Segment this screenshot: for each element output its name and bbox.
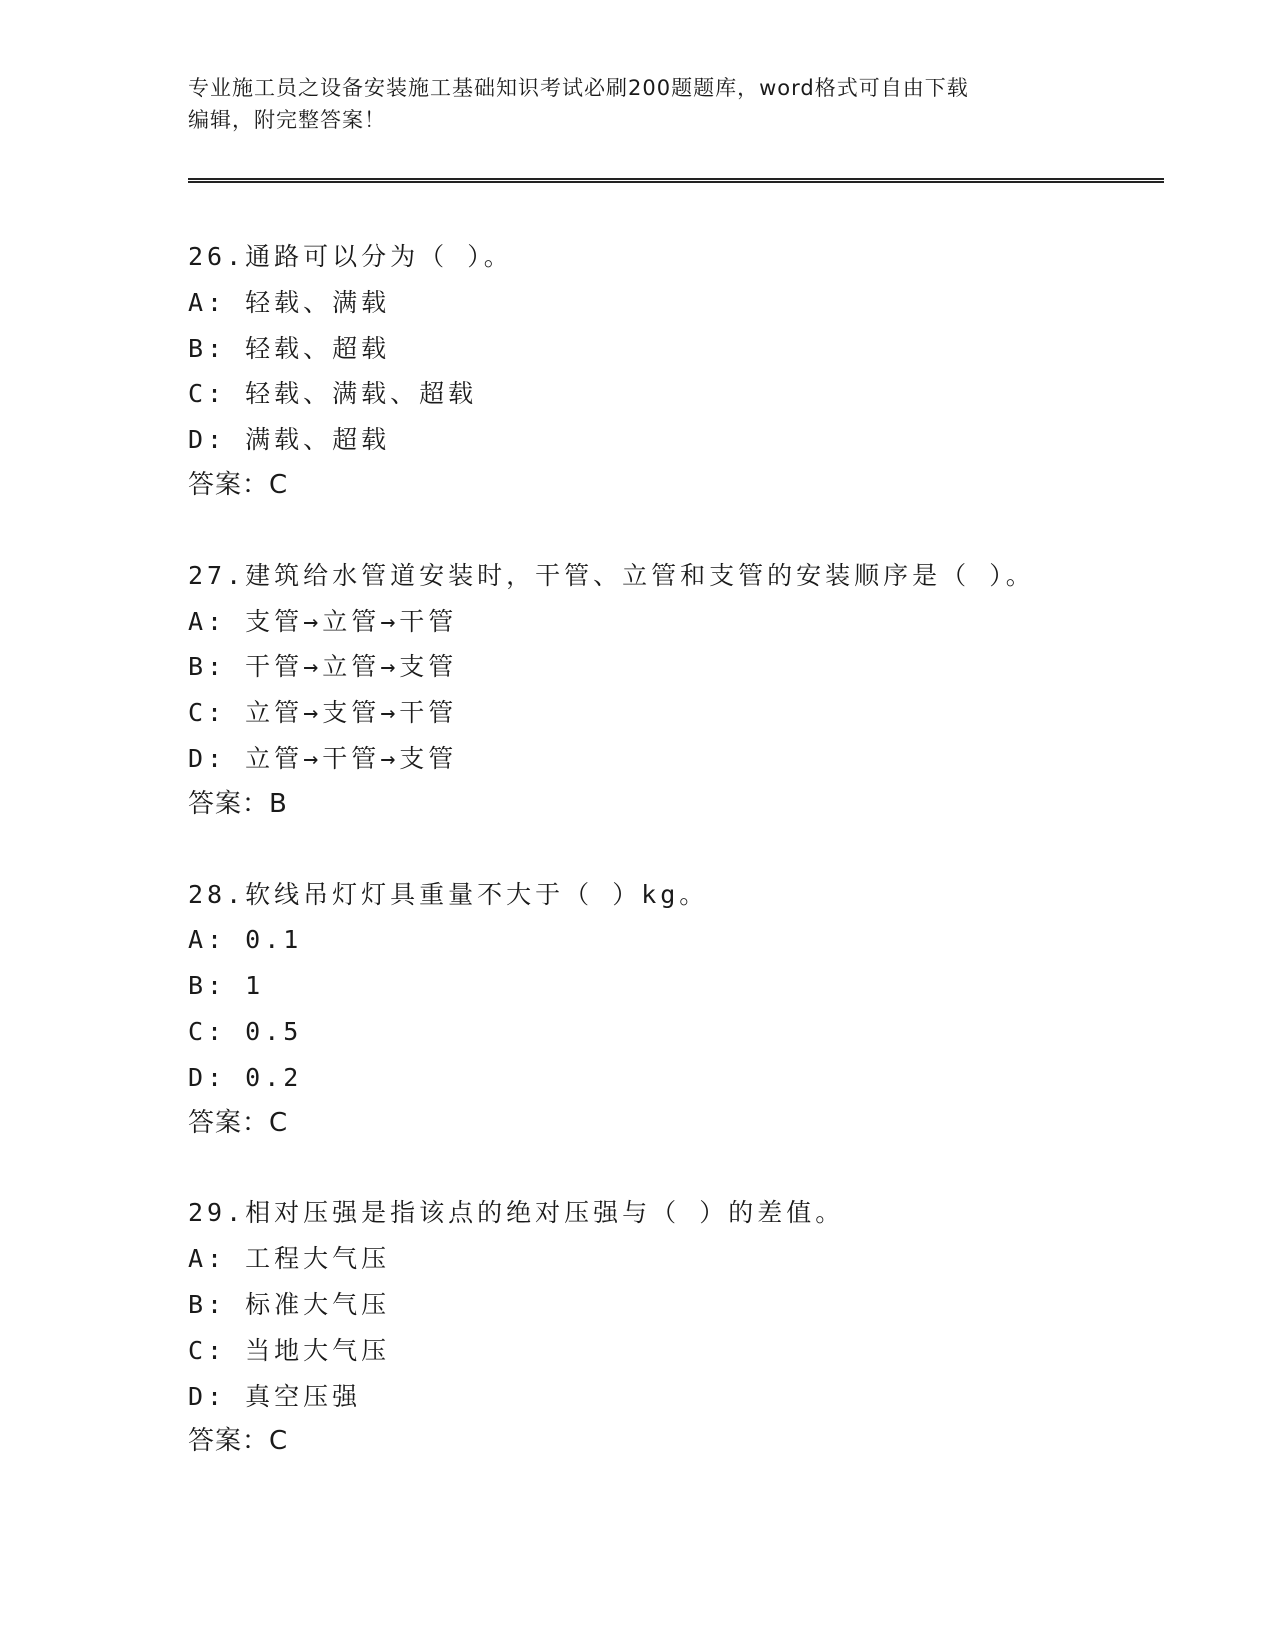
question-29 bbox=[188, 1190, 1168, 1465]
page-header bbox=[188, 72, 1088, 136]
answer-label: 答案：B bbox=[188, 788, 288, 819]
option-a: A: 支管→立管→干管 bbox=[188, 606, 458, 636]
option-a: A: 轻载、满载 bbox=[188, 287, 391, 317]
option-d: D: 0.2 bbox=[188, 1062, 303, 1092]
option-d: D: 满载、超载 bbox=[188, 425, 391, 455]
question-stem: 26.通路可以分为（ ）。 bbox=[188, 242, 513, 271]
question-28 bbox=[188, 872, 1168, 1147]
question-stem: 29.相对压强是指该点的绝对压强与（ ）的差值。 bbox=[188, 1198, 845, 1228]
option-d: D: 真空压强 bbox=[188, 1381, 362, 1411]
option-a: A: 0.1 bbox=[188, 925, 303, 955]
answer-label: 答案：C bbox=[188, 469, 289, 500]
question-27 bbox=[188, 553, 1168, 828]
option-b: B: 轻载、超载 bbox=[188, 333, 391, 363]
question-stem: 28.软线吊灯灯具重量不大于（ ）kg。 bbox=[188, 879, 709, 909]
answer-label: 答案：C bbox=[188, 1426, 289, 1457]
question-list bbox=[188, 234, 1168, 1509]
option-c: C: 轻载、满载、超载 bbox=[188, 379, 478, 409]
option-b: B: 标准大气压 bbox=[188, 1289, 391, 1319]
option-a: A: 工程大气压 bbox=[188, 1244, 391, 1274]
option-d: D: 立管→干管→支管 bbox=[188, 743, 458, 773]
answer-label: 答案：C bbox=[188, 1107, 289, 1138]
option-c: C: 当地大气压 bbox=[188, 1335, 391, 1365]
option-c: C: 立管→支管→干管 bbox=[188, 698, 458, 728]
header-line-2: 编辑，附完整答案！ bbox=[188, 108, 386, 132]
option-b: B: 1 bbox=[188, 971, 265, 1001]
header-divider bbox=[188, 178, 1164, 183]
question-stem: 27.建筑给水管道安装时，干管、立管和支管的安装顺序是（ ）。 bbox=[188, 560, 1035, 590]
header-line-1: 专业施工员之设备安装施工基础知识考试必刷200题题库，word格式可自由下载 bbox=[188, 76, 969, 100]
option-b: B: 干管→立管→支管 bbox=[188, 652, 458, 682]
option-c: C: 0.5 bbox=[188, 1016, 303, 1046]
question-26 bbox=[188, 234, 1168, 509]
